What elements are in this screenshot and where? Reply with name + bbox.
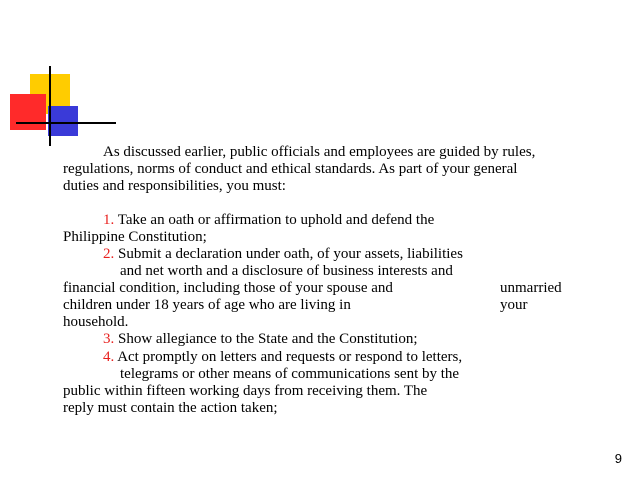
intro-line-3: duties and responsibilities, you must: [63, 178, 286, 194]
item-4 [103, 349, 462, 366]
item-2-line-4: children under 18 years of age who are living in [63, 297, 351, 313]
item-1-text: Take an oath or affirmation to uphold and defend the [117, 212, 435, 228]
item-1 [103, 212, 434, 229]
item-4-text: Act promptly on letters and requests or respond to letters, [117, 349, 463, 365]
item-4-line-2: telegrams or other means of communications sent by the [120, 366, 460, 382]
item-2-number: 2. [103, 246, 115, 262]
item-4-line-4: reply must contain the action taken; [63, 400, 278, 416]
item-4-line-3: public within fifteen working days from receiving them. The [63, 383, 428, 399]
item-2 [103, 246, 463, 263]
intro-line-2: regulations, norms of conduct and ethical standards. As part of your general [63, 161, 518, 177]
item-2-text: Submit a declaration under oath, of your assets, liabilities [118, 246, 463, 262]
item-2-line-2: and net worth and a disclosure of business interests and [120, 263, 453, 279]
intro-line-1: As discussed earlier, public officials and employees are guided by rules, [103, 144, 536, 160]
item-2-line-4-end: your [500, 297, 528, 313]
item-4-number: 4. [103, 349, 115, 365]
item-3-number: 3. [103, 331, 115, 347]
item-3-text: Show allegiance to the State and the Constitution; [118, 331, 418, 347]
item-2-line-3-end: unmarried [500, 280, 562, 296]
vertical-line [49, 66, 51, 146]
item-1-line-2: Philippine Constitution; [63, 229, 207, 245]
item-3 [103, 331, 418, 348]
item-2-line-3: financial condition, including those of your spouse and [63, 280, 393, 296]
page-number: 9 [614, 451, 622, 466]
item-2-line-5: household. [63, 314, 129, 330]
red-square [10, 94, 46, 130]
item-1-number: 1. [103, 212, 115, 228]
blue-square [48, 106, 78, 136]
horizontal-line [16, 122, 116, 124]
